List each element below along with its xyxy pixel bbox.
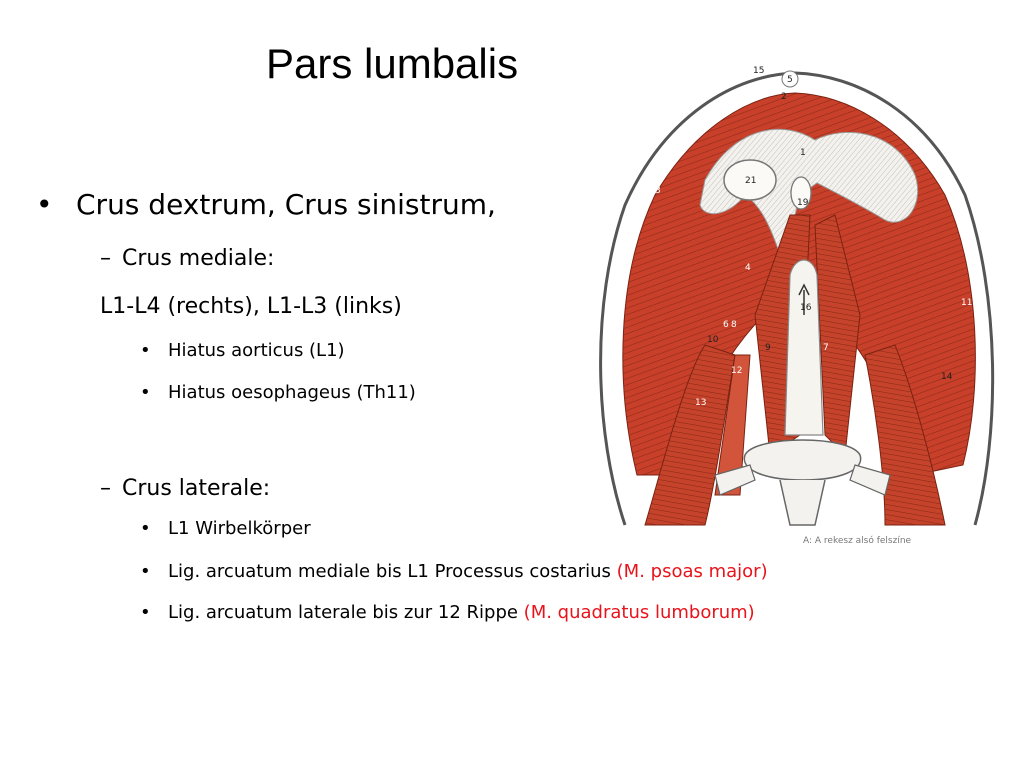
figure-label: 11 [961,298,973,308]
bullet-lig-arcuatum-mediale [168,561,768,582]
bullet-crus-dextrum-sinistrum: Crus dextrum, Crus sinistrum, [76,188,496,221]
figure-label: 6 [723,320,729,330]
diaphragm-illustration [585,55,1005,550]
figure-label: 3 [655,186,661,196]
lig-mediale-text: Lig. arcuatum mediale bis L1 Processus costarius [168,561,617,582]
figure-label: 2 [781,92,787,102]
bullet-crus-mediale: Crus mediale: [122,246,275,271]
lig-laterale-text: Lig. arcuatum laterale bis zur 12 Rippe [168,602,524,623]
figure-label: 21 [745,176,757,186]
crus-mediale-levels: L1-L4 (rechts), L1-L3 (links) [100,294,402,319]
figure-label: 12 [731,366,743,376]
figure-label: 1 [800,148,806,158]
psoas-major-note: (M. psoas major) [616,561,768,582]
bullet-hiatus-aorticus: Hiatus aorticus (L1) [168,340,345,361]
figure-label: 8 [731,320,737,330]
figure-label: 13 [695,398,707,408]
figure-caption: A: A rekesz alsó felszíne [803,536,912,546]
bullet-dot: • [140,602,151,623]
bullet-lig-arcuatum-laterale [168,602,755,623]
figure-label: 15 [753,66,765,76]
dash-marker: – [100,246,111,271]
figure-label: 9 [765,343,771,353]
figure-label: 4 [745,263,751,273]
figure-label: 10 [707,335,719,345]
dash-marker: – [100,476,111,501]
bullet-dot: • [36,188,53,221]
figure-label: 5 [787,75,793,85]
bullet-l1-wirbelkoerper: L1 Wirbelkörper [168,518,311,539]
figure-label: 19 [797,198,809,208]
bullet-dot: • [140,561,151,582]
slide-title: Pars lumbalis [266,40,519,87]
bullet-dot: • [140,340,151,361]
figure-label: 7 [823,343,829,353]
bullet-dot: • [140,382,151,403]
vertebra [744,440,860,480]
bullet-dot: • [140,518,151,539]
figure-label: 14 [941,372,953,382]
quadratus-lumborum-note: (M. quadratus lumborum) [523,602,755,623]
figure-label: 16 [800,303,812,313]
bullet-hiatus-oesophageus: Hiatus oesophageus (Th11) [168,382,416,403]
bullet-crus-laterale: Crus laterale: [122,476,271,501]
